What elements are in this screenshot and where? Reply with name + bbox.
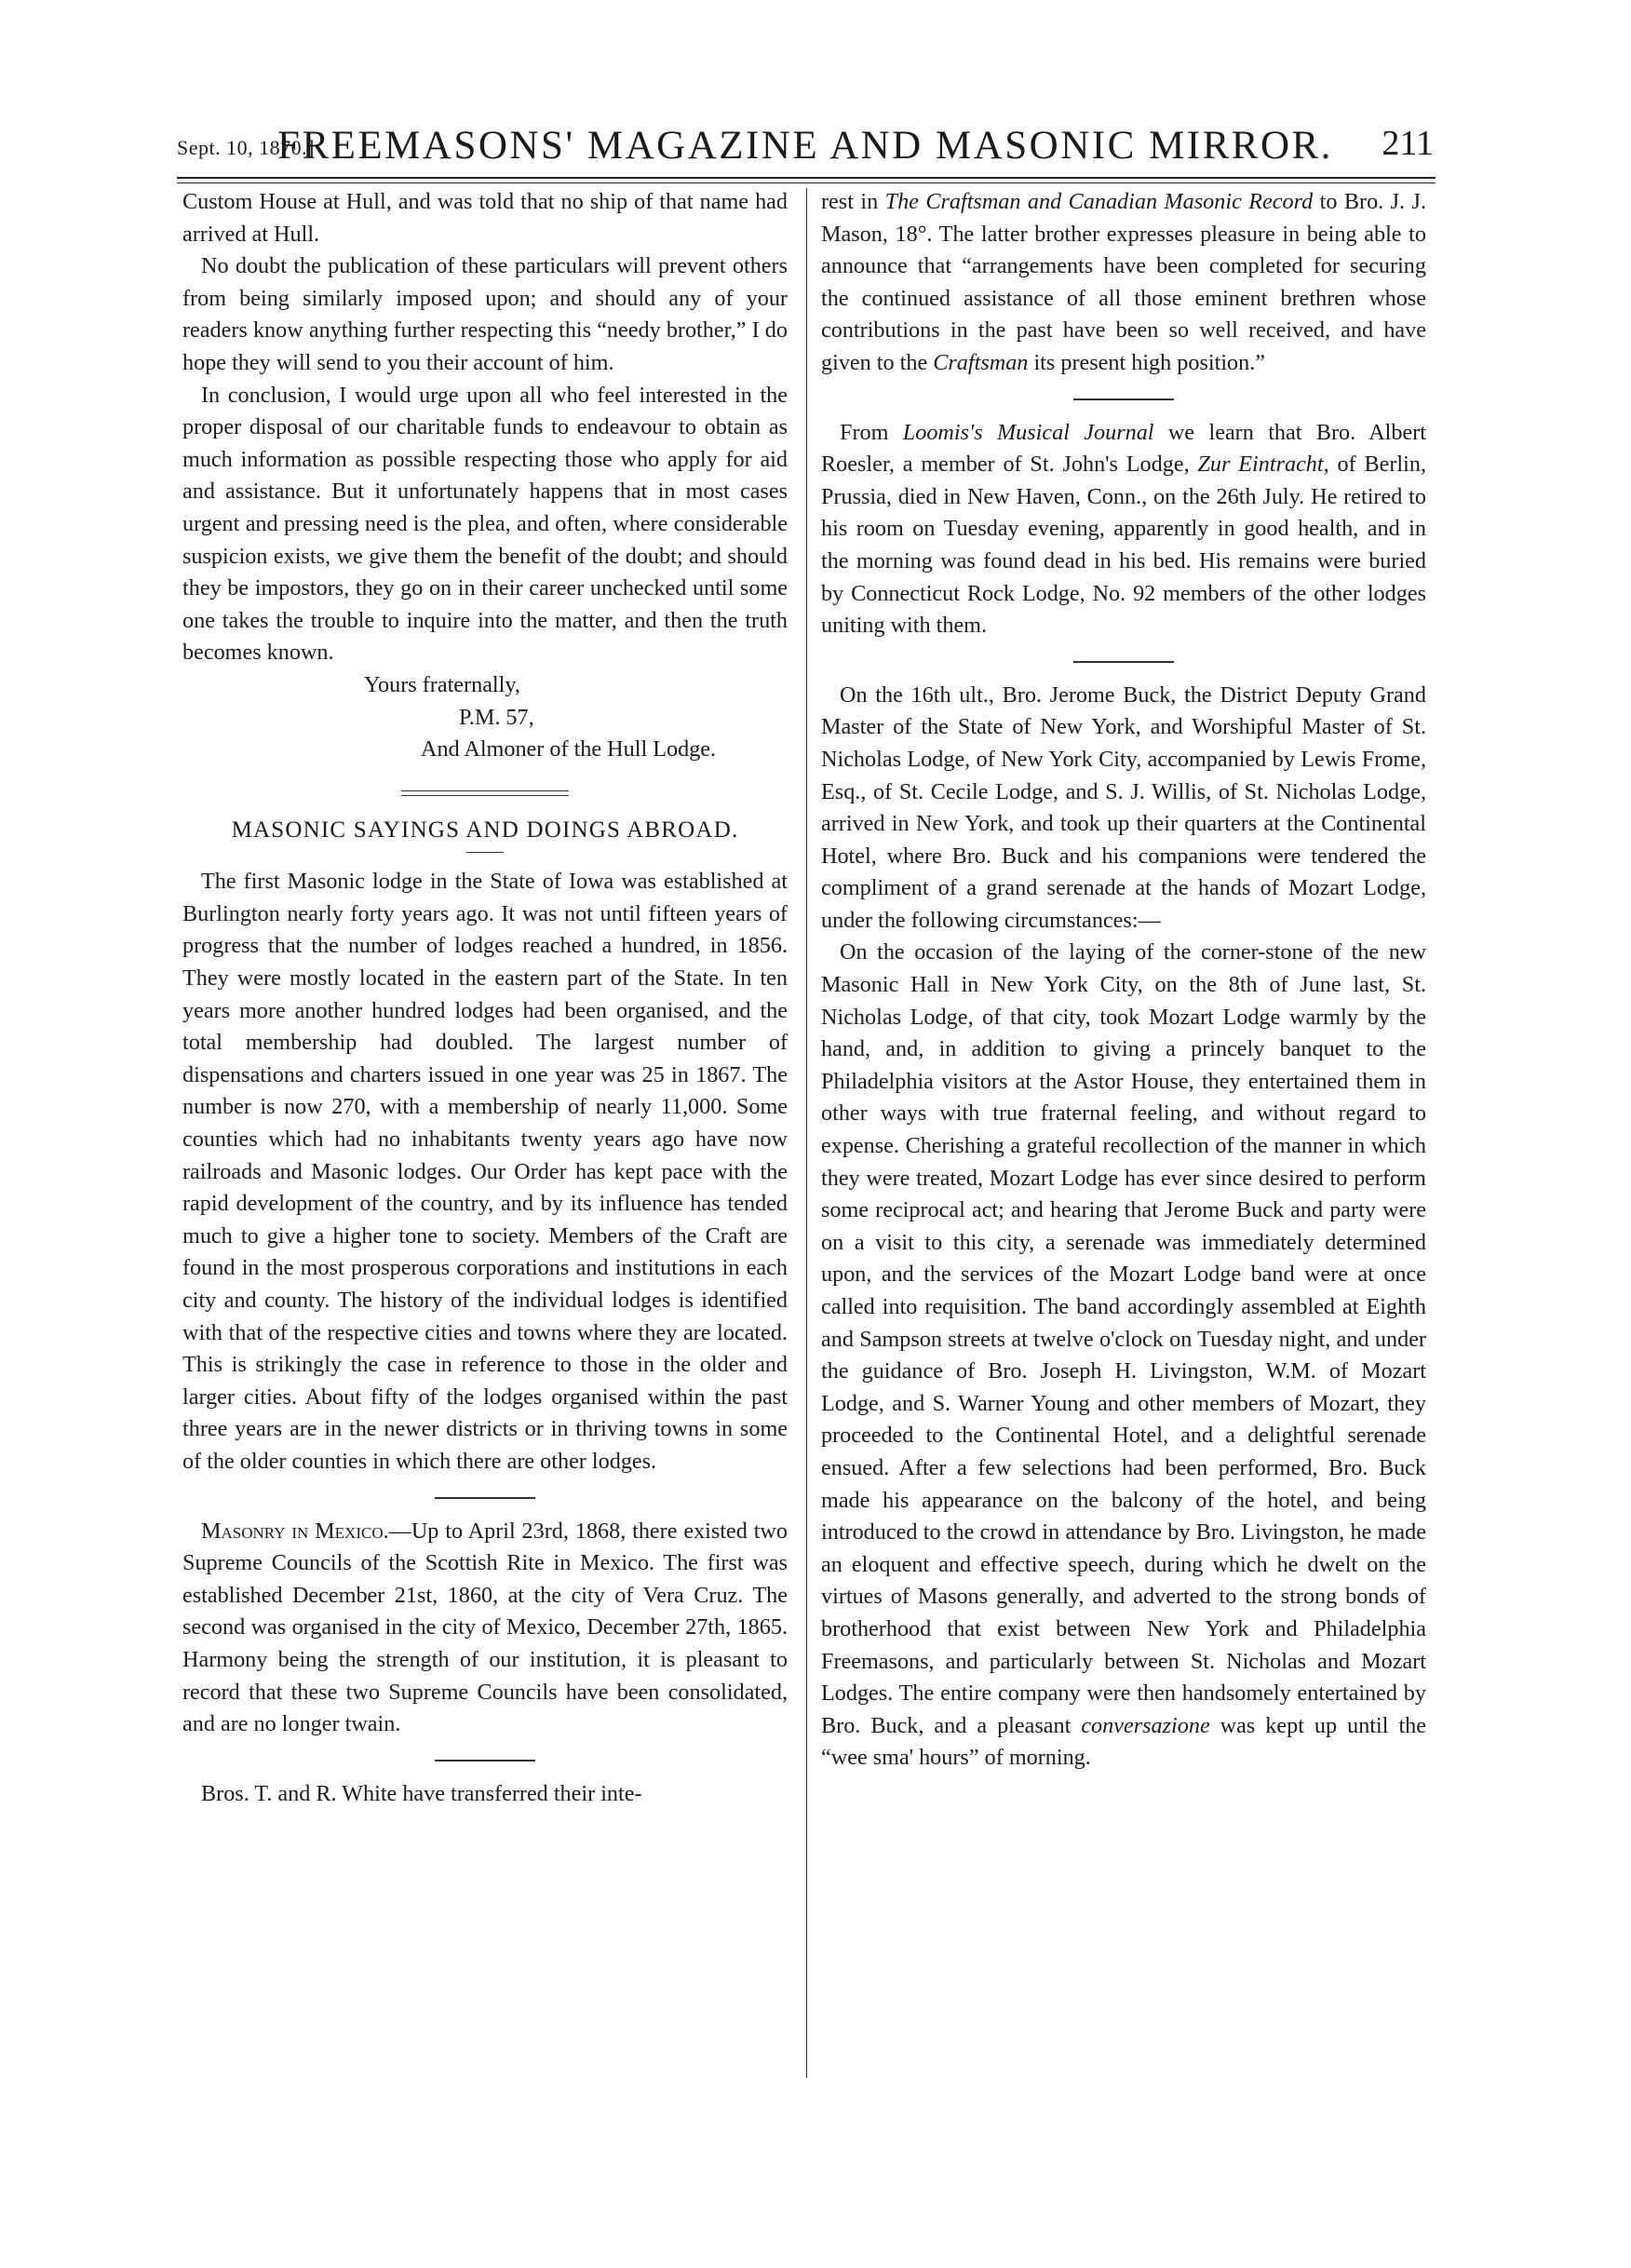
- article-paragraph: Masonry in Mexico.—Up to April 23rd, 1868, there existed two Supreme Councils of the Scottish Rite in Mexico. The first was established December 21st, 1860, at the city of Vera Cruz. The second was organised in the city of Mexico, December 27th, 1865. Harmony being the strength of our institution, it is pleasant to record that these two Supreme Councils have been consolidated, and are no longer twain.: [182, 1518, 788, 1737]
- letter-paragraph: No doubt the publication of these particulars will prevent others from being similarly imposed upon; and should any of your readers know anything further respecting this “needy brother,” I do hope they will send to you their account of him.: [182, 253, 788, 375]
- page-header: [177, 123, 1434, 169]
- signature-closing: Yours fraternally,: [364, 671, 520, 697]
- header-rule: [177, 177, 1436, 179]
- section-heading: MASONIC SAYINGS AND DOINGS ABROAD.: [231, 817, 739, 843]
- paragraph-lead: Masonry in Mexico.: [201, 1518, 389, 1544]
- page-number: 211: [1382, 124, 1434, 163]
- paragraph-divider: [435, 1497, 535, 1499]
- left-column: [182, 186, 788, 1810]
- paragraph-divider: [1073, 661, 1174, 663]
- paragraph-divider: [1073, 398, 1174, 400]
- letter-paragraph: In conclusion, I would urge upon all who feel interested in the proper disposal of our charitable funds to endeavour to obtain as much information as possible respecting those who apply for aid and assistance. But it unfortunately happens that in most cases urgent and pressing need is the plea, and often, where considerable suspicion exists, we give them the benefit of the doubt; and should they be impostors, they go on in their career unchecked until some one takes the trouble to inquire into the matter, and then the truth becomes known.: [182, 382, 788, 666]
- lodge-name: Zur Eintracht: [1197, 452, 1324, 478]
- publication-title: Craftsman: [933, 349, 1029, 375]
- publication-title: Loomis's Musical Journal: [902, 419, 1154, 445]
- publication-title: The Craftsman and Canadian Masonic Record: [884, 189, 1314, 214]
- column-divider: [806, 188, 807, 2078]
- article-continuation: rest in The Craftsman and Canadian Masonic Record to Bro. J. J. Mason, 18°. The latter brother expresses pleasure in being able to announce that “arrangements have been completed for securing the continued assistance of all those eminent brethren whose contributions in the past have been so well received, and have given to the Craftsman its present high position.”: [821, 189, 1426, 375]
- paragraph-divider: [435, 1760, 535, 1762]
- article-paragraph: Bros. T. and R. White have transferred their inte-: [201, 1780, 642, 1806]
- right-column: [821, 186, 1426, 1775]
- header-rule-thin: [177, 182, 1436, 183]
- section-divider: [401, 790, 569, 796]
- letter-continuation: Custom House at Hull, and was told that no ship of that name had arrived at Hull.: [182, 189, 788, 247]
- italic-term: conversazione: [1081, 1712, 1210, 1738]
- signature-role: And Almoner of the Hull Lodge.: [421, 736, 717, 763]
- masthead-title: FREEMASONS' MAGAZINE AND MASONIC MIRROR.: [277, 124, 1333, 168]
- article-paragraph: The first Masonic lodge in the State of Iowa was established at Burlington nearly forty years ago. It was not until fifteen years of progress that the number of lodges reached a hundred, in 1856. They were mostly located in the eastern part of the State. In ten years more another hundred lodges had been organised, and the total membership had doubled. The largest number of dispensations and charters issued in one year was 25 in 1867. The number is now 270, with a membership of nearly 11,000. Some counties which had no inhabitants twenty years ago have now railroads and Masonic lodges. Our Order has kept pace with the rapid development of the country, and by its influence has tended much to give a higher tone to society. Members of the Craft are found in the most prosperous corporations and institutions in each city and county. The history of the individual lodges is identified with that of the respective cities and towns where they are located. This is strikingly the case in reference to those in the older and larger cities. About fifty of the lodges organised within the past three years are in the newer districts or in thriving towns in some of the older counties in which there are other lodges.: [182, 869, 788, 1474]
- article-paragraph: From Loomis's Musical Journal we learn that Bro. Albert Roesler, a member of St. John's Lodge, Zur Eintracht, of Berlin, Prussia, died in New Haven, Conn., on the 26th July. He retired to his room on Tuesday evening, apparently in good health, and in the morning was found dead in his bed. His remains were buried by Connecticut Rock Lodge, No. 92 members of the other lodges uniting with them.: [821, 419, 1427, 639]
- heading-rule: [466, 852, 504, 853]
- issue-date: Sept. 10, 1870.]: [177, 136, 315, 159]
- signature-name: P.M. 57,: [459, 704, 534, 730]
- article-paragraph: On the 16th ult., Bro. Jerome Buck, the District Deputy Grand Master of the State of New York, and Worshipful Master of St. Nicholas Lodge, of New York City, accompanied by Lewis Frome, Esq., of St. Cecile Lodge, and S. J. Willis, of St. Nicholas Lodge, arrived in New York, and took up their quarters at the Continental Hotel, where Bro. Buck and his companions were tendered the compliment of a grand serenade at the hands of Mozart Lodge, under the following circumstances:—: [821, 682, 1426, 933]
- article-paragraph: On the occasion of the laying of the corner-stone of the new Masonic Hall in New York City, on the 8th of June last, St. Nicholas Lodge, of that city, took Mozart Lodge warmly by the hand, and, in addition to giving a princely banquet to the Philadelphia visitors at the Astor House, they entertained them in other ways with true fraternal feeling, and without regard to expense. Cherishing a grateful recollection of the manner in which they were treated, Mozart Lodge has ever since desired to perform some reciprocal act; and hearing that Jerome Buck and party were on a visit to this city, a serenade was immediately determined upon, and the services of the Mozart Lodge band were at once called into requisition. The band accordingly assembled at Eighth and Sampson streets at twelve o'clock on Tuesday night, and under the guidance of Bro. Joseph H. Livingston, W.M. of Mozart Lodge, and S. Warner Young and other members of Mozart, they proceeded to the Continental Hotel, and a delightful serenade ensued. After a few selections had been performed, Bro. Buck made his appearance on the balcony of the hotel, and being introduced to the crowd in attendance by Bro. Livingston, he made an eloquent and effective speech, during which he dwelt on the virtues of Masons generally, and adverted to the strong bonds of brotherhood that exist between New York and Philadelphia Freemasons, and particularly between St. Nicholas and Mozart Lodges. The entire company were then handsomely entertained by Bro. Buck, and a pleasant conversazione was kept up until the “wee sma' hours” of morning.: [821, 939, 1426, 1771]
